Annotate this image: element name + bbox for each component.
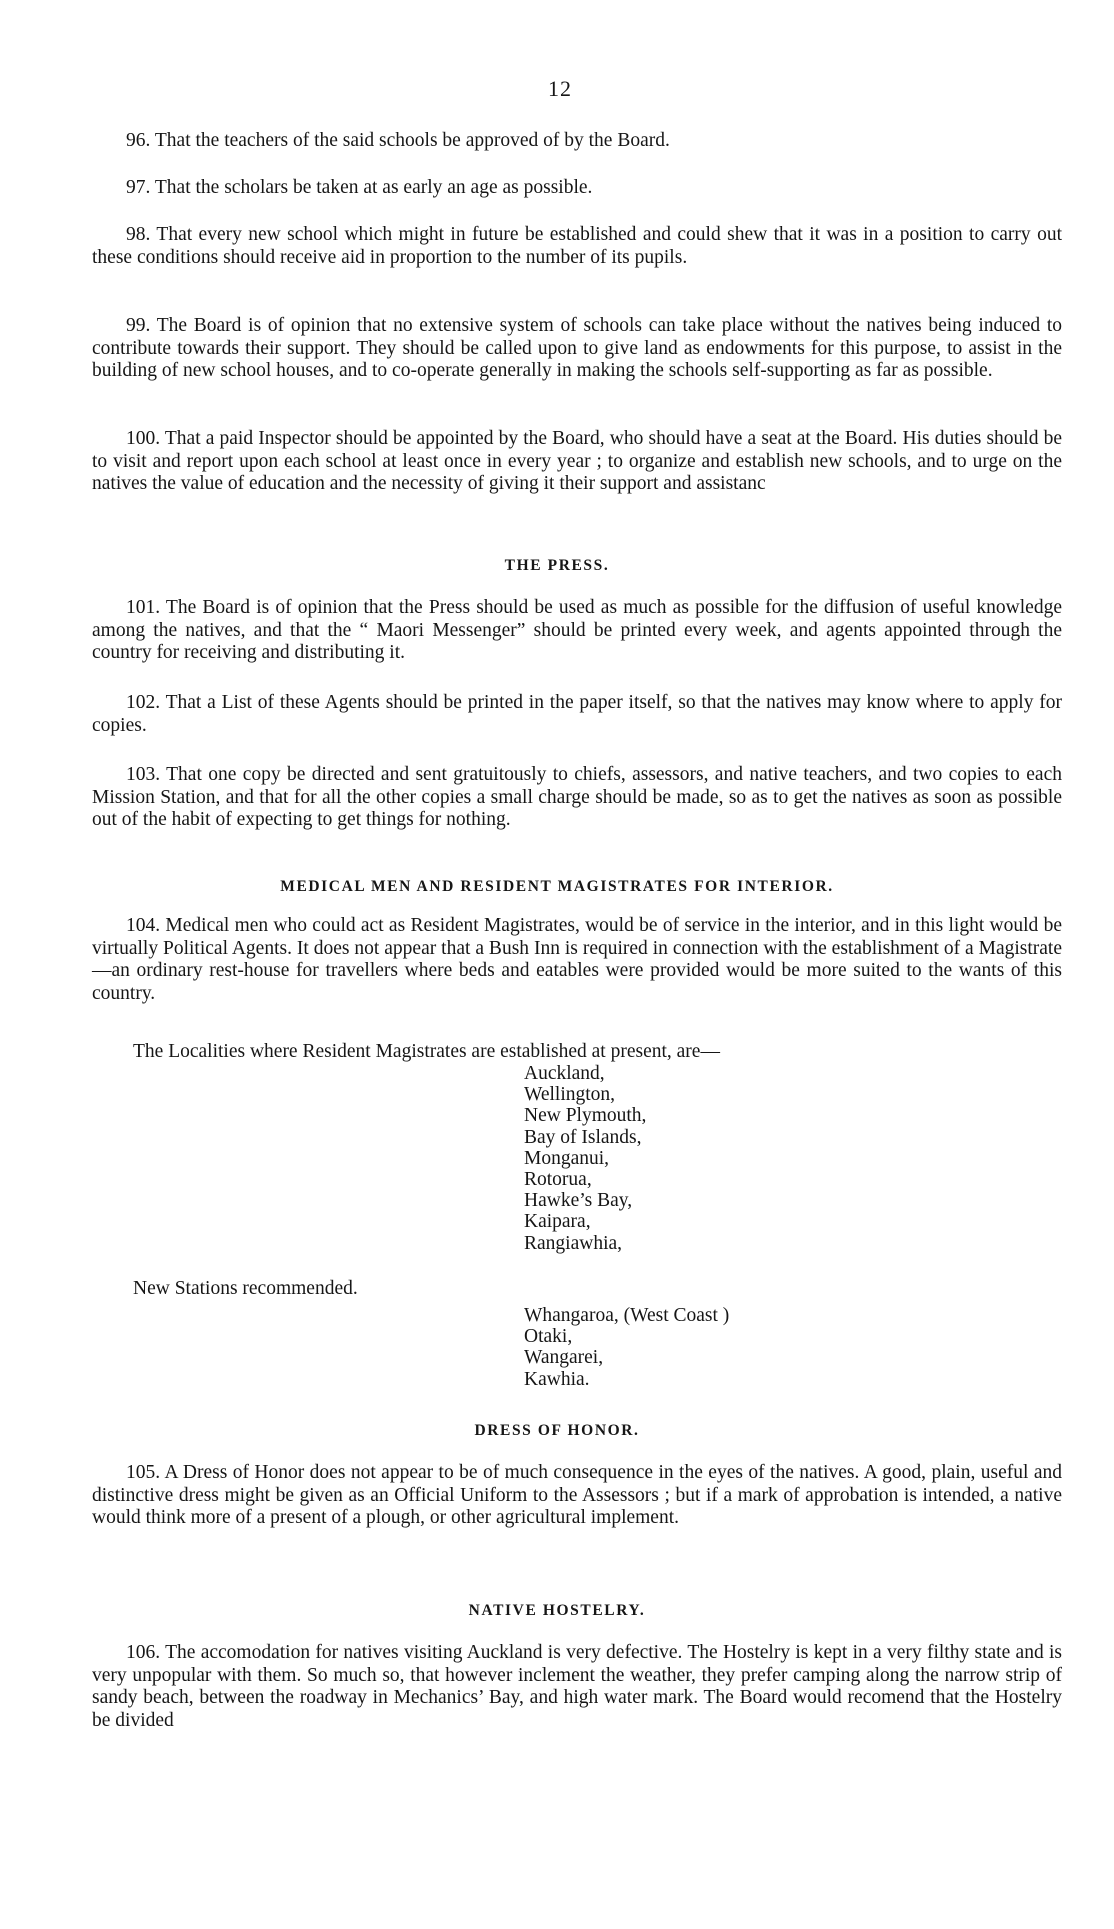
recommended-stations-list bbox=[524, 1305, 729, 1390]
paragraph-100: 100. That a paid Inspector should be appointed by the Board, who should have a seat at the Board. His duties should be to visit and report upon each school at least once in every year ; to organize and establish new schools, and to urge on the natives the value of education and the necessity of giving it their support and assistanc bbox=[92, 428, 1062, 494]
localities-intro: The Localities where Resident Magistrates are established at present, are— bbox=[133, 1041, 720, 1062]
locality-item: Bay of Islands, bbox=[524, 1126, 642, 1148]
locality-item: New Plymouth, bbox=[524, 1105, 647, 1127]
paragraph-97: 97. That the scholars be taken at as early an age as possible. bbox=[126, 177, 593, 198]
page-number: 12 bbox=[548, 76, 572, 101]
paragraph-104: 104. Medical men who could act as Resident Magistrates, would be of service in the interior, and in this light would be virtually Political Agents. It does not appear that a Bush Inn is required in connection with the establishment of a Magistrate—an ordinary rest-house for travellers where beds and eatables were provided would be more suited to the wants of this country. bbox=[92, 915, 1062, 1004]
recommended-station-item: Otaki, bbox=[524, 1326, 573, 1348]
locality-item: Rotorua, bbox=[524, 1169, 592, 1191]
paragraph-103: 103. That one copy be directed and sent gratuitously to chiefs, assessors, and native teachers, and two copies to each Mission Station, and that for all the other copies a small charge should be made, so as to get the natives as soon as possible out of the habit of expecting to get things for nothing. bbox=[92, 764, 1062, 830]
paragraph-105: 105. A Dress of Honor does not appear to be of much consequence in the eyes of the natives. A good, plain, useful and distinctive dress might be given as an Official Uniform to the Assessors ; but if a mark of approbation is intended, a native would think more of a present of a plough, or other agricultural implement. bbox=[92, 1462, 1062, 1528]
paragraph-96: 96. That the teachers of the said schools be approved of by the Board. bbox=[126, 130, 670, 151]
recommended-station-item: Whangaroa, (West Coast ) bbox=[524, 1305, 730, 1326]
paragraph-99: 99. The Board is of opinion that no extensive system of schools can take place without the natives being induced to contribute towards their support. They should be called upon to give land as endowments for this purpose, to assist in the building of new school houses, and to co-operate generally in making the schools self-supporting as far as possible. bbox=[92, 315, 1062, 381]
recommended-station-item: Wangarei, bbox=[524, 1347, 604, 1369]
heading-dress-of-honor: DRESS OF HONOR. bbox=[474, 1422, 640, 1439]
heading-the-press: THE PRESS. bbox=[504, 557, 610, 574]
locality-item: Monganui, bbox=[524, 1147, 610, 1169]
locality-item: Kaipara, bbox=[524, 1211, 591, 1233]
heading-native-hostelry: NATIVE HOSTELRY. bbox=[468, 1602, 646, 1619]
paragraph-98: 98. That every new school which might in future be established and could shew that it was in a position to carry out these conditions should receive aid in proportion to the number of its pupils. bbox=[92, 224, 1062, 268]
paragraph-106: 106. The accomodation for natives visiting Auckland is very defective. The Hostelry is kept in a very filthy state and is very unpopular with them. So much so, that however inclement the weather, they prefer camping along the narrow strip of sandy beach, between the roadway in Mechanics’ Bay, and high water mark. The Board would recomend that the Hostelry be divided bbox=[92, 1642, 1062, 1731]
heading-medical-men: MEDICAL MEN AND RESIDENT MAGISTRATES FOR INTERIOR. bbox=[280, 878, 834, 895]
new-stations-label: New Stations recommended. bbox=[133, 1278, 358, 1299]
paragraph-101: 101. The Board is of opinion that the Press should be used as much as possible for the diffusion of useful knowledge among the natives, and that the “ Maori Messenger” should be printed every week, and agents appointed through the country for receiving and distributing it. bbox=[92, 597, 1062, 663]
locality-item: Auckland, bbox=[524, 1063, 605, 1084]
recommended-station-item: Kawhia. bbox=[524, 1368, 590, 1390]
locality-item: Wellington, bbox=[524, 1084, 616, 1106]
locality-item: Rangiawhia, bbox=[524, 1232, 623, 1254]
paragraph-102: 102. That a List of these Agents should be printed in the paper itself, so that the natives may know where to apply for copies. bbox=[92, 692, 1062, 736]
current-localities-list bbox=[524, 1063, 646, 1254]
locality-item: Hawke’s Bay, bbox=[524, 1190, 633, 1212]
